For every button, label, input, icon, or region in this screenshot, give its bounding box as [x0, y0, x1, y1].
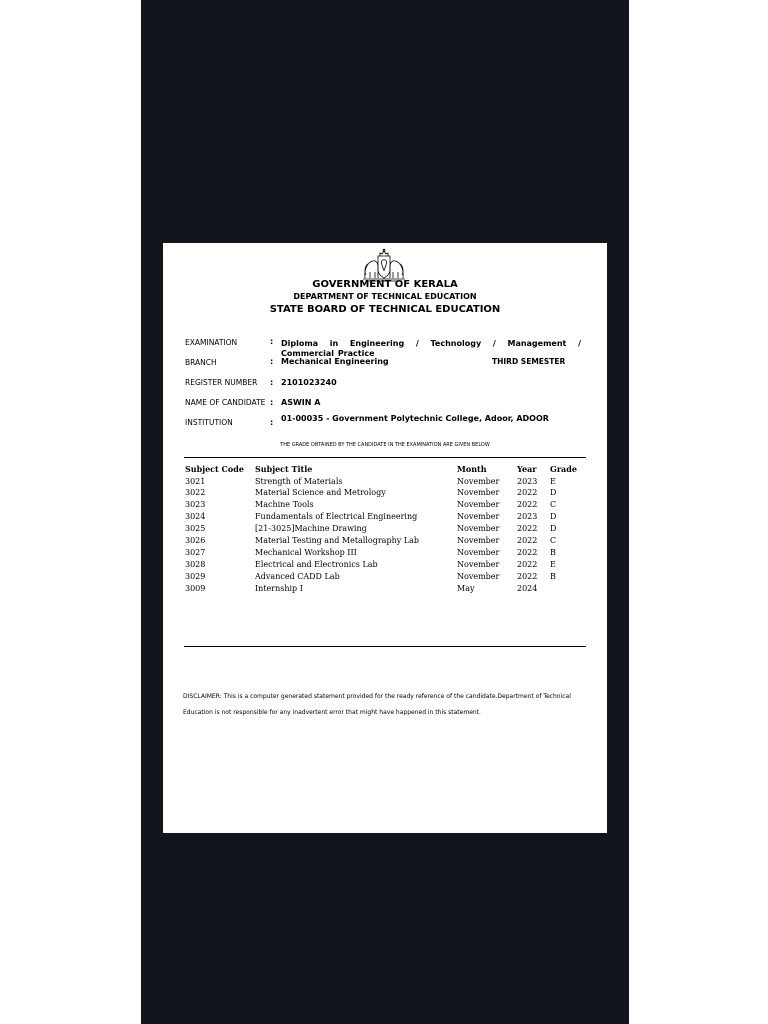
subject-title: Advanced CADD Lab	[255, 571, 340, 581]
institution-label: INSTITUTION	[185, 418, 233, 427]
examination-colon: :	[270, 337, 274, 346]
candidate-name-label: NAME OF CANDIDATE	[185, 398, 266, 407]
grade: E	[550, 559, 556, 569]
government-title: GOVERNMENT OF KERALA	[312, 279, 458, 290]
institution-colon: :	[270, 418, 274, 427]
exam-year: 2022	[517, 559, 538, 569]
register-number-value: 2101023240	[281, 378, 337, 387]
exam-month: November	[457, 512, 500, 522]
subject-code: 3029	[185, 571, 206, 581]
subject-code: 3021	[185, 476, 206, 486]
exam-year: 2022	[517, 488, 538, 498]
exam-month: November	[457, 524, 500, 534]
exam-year: 2022	[517, 524, 538, 534]
grade: B	[550, 547, 556, 557]
exam-month: November	[457, 547, 500, 557]
table-row	[185, 477, 580, 489]
subject-title: Material Testing and Metallography Lab	[255, 535, 419, 545]
top-divider	[184, 457, 586, 458]
exam-month: November	[457, 500, 500, 510]
subject-title: [21-3025]Machine Drawing	[255, 524, 367, 534]
grade: C	[550, 535, 557, 545]
examination-label: EXAMINATION	[185, 338, 238, 347]
bottom-divider	[184, 646, 586, 647]
examination-value: Diploma in Engineering / Technology / Management / Commercial Practice	[281, 339, 581, 358]
subject-title: Mechanical Workshop III	[255, 547, 357, 557]
exam-year: 2022	[517, 535, 538, 545]
subject-code: 3026	[185, 535, 206, 545]
grade: B	[550, 571, 556, 581]
grade: D	[550, 524, 557, 534]
exam-year: 2022	[517, 571, 538, 581]
disclaimer-text: DISCLAIMER: This is a computer generated statement provided for the ready reference of the candidate.Department of Technical Education is not responsible for any inadvertent error that might have happened in this statement.	[183, 693, 571, 716]
register-number-colon: :	[270, 378, 274, 387]
branch-colon: :	[270, 357, 274, 366]
table-header-row	[185, 464, 580, 477]
exam-month: May	[457, 583, 475, 593]
header-grade: Grade	[550, 464, 577, 474]
subject-code: 3024	[185, 512, 206, 522]
subject-code: 3028	[185, 559, 206, 569]
branch-label: BRANCH	[185, 358, 217, 367]
subject-code: 3022	[185, 488, 206, 498]
table-row	[185, 584, 580, 596]
subject-title: Strength of Materials	[255, 476, 343, 486]
subject-title: Material Science and Metrology	[255, 488, 386, 498]
board-title: STATE BOARD OF TECHNICAL EDUCATION	[269, 304, 501, 315]
table-row	[185, 500, 580, 512]
department-title: DEPARTMENT OF TECHNICAL EDUCATION	[293, 292, 477, 301]
grade: D	[550, 488, 557, 498]
grades-table	[185, 464, 580, 595]
semester-value: THIRD SEMESTER	[492, 357, 566, 366]
subject-title: Machine Tools	[255, 500, 314, 510]
table-row	[185, 560, 580, 572]
grade-notice: THE GRADE OBTAINED BY THE CANDIDATE IN THE EXAMINATION ARE GIVEN BELOW	[280, 442, 490, 448]
grade: C	[550, 500, 557, 510]
subject-title: Electrical and Electronics Lab	[255, 559, 378, 569]
table-row	[185, 524, 580, 536]
subject-title: Internship I	[255, 583, 303, 593]
exam-year: 2022	[517, 500, 538, 510]
table-row	[185, 488, 580, 500]
exam-year: 2023	[517, 476, 538, 486]
table-row	[185, 548, 580, 560]
exam-month: November	[457, 476, 500, 486]
exam-month: November	[457, 535, 500, 545]
header-month: Month	[457, 464, 487, 474]
branch-value: Mechanical Engineering	[281, 357, 389, 366]
exam-year: 2023	[517, 512, 538, 522]
header-year: Year	[517, 464, 537, 474]
subject-code: 3025	[185, 524, 206, 534]
exam-year: 2022	[517, 547, 538, 557]
grade: D	[550, 512, 557, 522]
table-row	[185, 512, 580, 524]
exam-month: November	[457, 488, 500, 498]
candidate-name-value: ASWIN A	[281, 398, 321, 407]
exam-month: November	[457, 559, 500, 569]
grade-statement-page	[163, 243, 607, 833]
candidate-name-colon: :	[270, 398, 274, 407]
subject-code: 3009	[185, 583, 206, 593]
register-number-label: REGISTER NUMBER	[185, 378, 258, 387]
subject-code: 3027	[185, 547, 206, 557]
header-subject-title: Subject Title	[255, 464, 313, 474]
exam-month: November	[457, 571, 500, 581]
institution-value: 01-00035 - Government Polytechnic College, Adoor, ADOOR	[281, 414, 549, 423]
table-row	[185, 536, 580, 548]
subject-title: Fundamentals of Electrical Engineering	[255, 512, 418, 522]
subject-code: 3023	[185, 500, 206, 510]
grade: E	[550, 476, 556, 486]
exam-year: 2024	[517, 583, 538, 593]
table-row	[185, 572, 580, 584]
header-subject-code: Subject Code	[185, 464, 244, 474]
